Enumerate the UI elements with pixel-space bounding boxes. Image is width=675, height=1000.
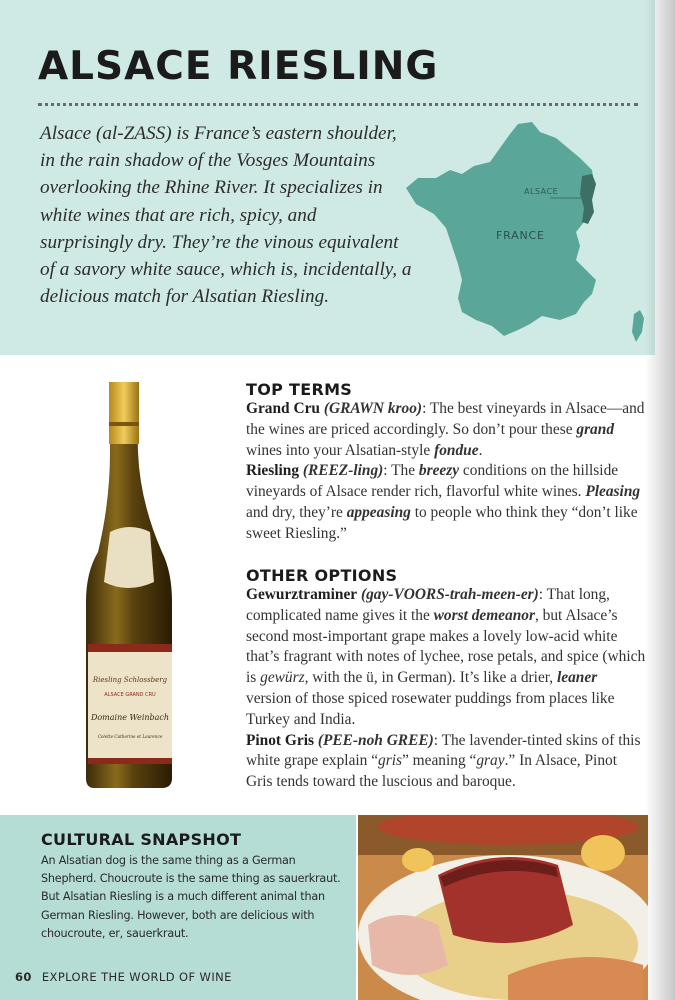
term-italic: gewürz bbox=[260, 669, 305, 687]
term-text: and dry, they’re bbox=[246, 503, 347, 521]
term-name: Pinot Gris bbox=[246, 731, 314, 749]
term-text: to people who think they “don’t like sweet Riesling.” bbox=[246, 503, 638, 542]
potato bbox=[402, 848, 434, 872]
other-options-section bbox=[246, 566, 646, 793]
term-name: Riesling bbox=[246, 462, 300, 480]
term-text: : The best vineyards in Alsace—and the wines are priced accordingly. So don’t pour these bbox=[246, 400, 645, 438]
page-title: ALSACE RIESLING bbox=[38, 44, 439, 89]
france-map bbox=[400, 118, 655, 353]
cultural-snapshot-heading: CULTURAL SNAPSHOT bbox=[41, 830, 242, 849]
term-text: , but Alsace’s second most-important grape makes a lovely low-acid white that’s fragrant with notes of lychee, rose petals, and spice (which is bbox=[246, 606, 646, 687]
potato bbox=[581, 835, 625, 871]
bottle-label-line4: Colette Catherine et Laurence bbox=[97, 734, 163, 739]
top-terms-section bbox=[246, 380, 646, 545]
term-emphasis: fondue bbox=[434, 441, 479, 459]
bottle-main-label bbox=[88, 644, 172, 764]
term-emphasis: leaner bbox=[557, 669, 598, 687]
term-text: wines into your Alsatian-style bbox=[246, 441, 435, 459]
term-grand-cru bbox=[246, 399, 646, 461]
term-text: . bbox=[478, 441, 483, 459]
page-gutter-shadow bbox=[645, 0, 675, 1000]
term-italic: gris bbox=[378, 752, 402, 770]
term-emphasis: appeasing bbox=[346, 503, 411, 521]
bottle-label-line2: ALSACE GRAND CRU bbox=[104, 692, 156, 698]
label-bottom-band bbox=[88, 758, 172, 764]
term-pronunciation: (PEE-noh GREE) bbox=[317, 731, 434, 749]
bottle-neck-label bbox=[104, 527, 154, 588]
intro-paragraph: Alsace (al-ZASS) is France’s eastern shoulder, in the rain shadow of the Vosges Mountains overlooking the Rhine River. It specializes in white wines that are rich, spicy, and surprisingly dry. They’re the vinous equivalent of a savory white sauce, which is, incidentally, a delicious match for Alsatian Riesling. bbox=[40, 123, 412, 308]
term-emphasis: grand bbox=[576, 420, 615, 438]
footer-section-title: EXPLORE THE WORLD OF WINE bbox=[41, 970, 232, 984]
term-pronunciation: (GRAWN kroo) bbox=[323, 400, 423, 417]
choucroute-photo bbox=[358, 815, 648, 1000]
cultural-snapshot-text: An Alsatian dog is the same thing as a German Shepherd. Choucroute is the same thing as sauerkraut. But Alsatian Riesling is a much different animal than German Riesling. However, both are delicious with choucroute, er, sauerkraut. bbox=[41, 854, 341, 940]
other-options-heading: OTHER OPTIONS bbox=[246, 566, 398, 585]
term-text: version of those spiced rosewater puddings from places like Turkey and India. bbox=[246, 689, 615, 728]
term-text: ” meaning “ bbox=[402, 752, 477, 770]
label-top-band bbox=[88, 644, 172, 652]
term-text: : The bbox=[383, 462, 419, 480]
term-pinot-gris bbox=[246, 731, 646, 793]
bottle-label-line1: Riesling Schlossberg bbox=[92, 676, 168, 684]
corsica-island bbox=[632, 310, 644, 342]
alsace-label: ALSACE bbox=[524, 187, 559, 196]
term-italic: gray bbox=[476, 752, 505, 770]
term-riesling bbox=[246, 461, 646, 544]
term-emphasis: Pleasing bbox=[585, 483, 641, 501]
capsule-band bbox=[109, 422, 139, 426]
term-name: Gewurztraminer bbox=[246, 586, 358, 603]
term-pronunciation: (gay-VOORS-trah-meen-er) bbox=[360, 586, 539, 603]
term-text: , with the ü, in German). It’s like a drier, bbox=[304, 669, 557, 687]
term-name: Grand Cru bbox=[246, 400, 320, 417]
top-terms-heading: TOP TERMS bbox=[246, 380, 353, 399]
page-number: 60 bbox=[15, 970, 32, 984]
term-text: conditions on the hillside vineyards of Alsace render rich, flavorful white wines. bbox=[246, 462, 619, 501]
france-label: FRANCE bbox=[496, 229, 545, 242]
term-text: .” In Alsace, Pinot Gris tends toward the luscious and baroque. bbox=[246, 752, 617, 791]
term-emphasis: worst demeanor bbox=[433, 606, 535, 624]
bottle-capsule bbox=[109, 382, 139, 444]
wine-bottle-image bbox=[84, 382, 176, 790]
bottle-label-line3: Domaine Weinbach bbox=[90, 713, 170, 722]
term-text: : That long, complicated name gives it the bbox=[246, 586, 610, 624]
term-emphasis: breezy bbox=[418, 462, 460, 480]
term-gewurztraminer bbox=[246, 585, 646, 731]
term-pronunciation: (REEZ-ling) bbox=[302, 462, 384, 480]
dotted-divider bbox=[38, 103, 638, 106]
term-text: : The lavender-tinted skins of this white grape explain “ bbox=[246, 731, 641, 770]
page-footer bbox=[15, 970, 232, 984]
